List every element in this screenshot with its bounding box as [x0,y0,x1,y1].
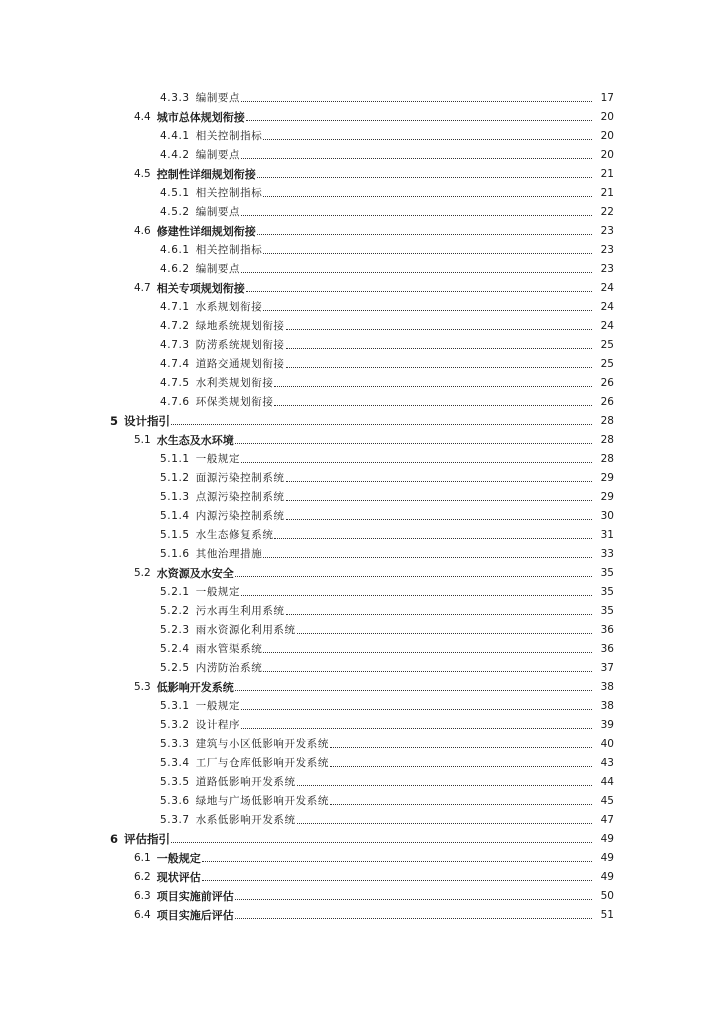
dot-leader [274,525,592,544]
toc-number: 5.1.6 [160,547,190,560]
toc-number: 4.7.3 [160,338,190,351]
toc-title: 城市总体规划衔接 [156,110,245,124]
toc-page-number: 37 [600,661,614,674]
dot-leader [241,259,592,278]
toc-entry-5-1-5[interactable] [0,525,724,544]
toc-page-number: 24 [600,319,614,332]
dot-leader [263,658,592,677]
dot-leader [286,487,592,506]
toc-title: 面源污染控制系统 [195,472,285,484]
toc-entry-5-1[interactable] [0,430,724,449]
toc-title: 相关控制指标 [195,244,263,256]
toc-entry-6-4[interactable] [0,905,724,924]
toc-entry-4-7-5[interactable] [0,373,724,392]
dot-leader [263,544,592,563]
toc-title: 水系规划衔接 [195,301,263,313]
toc-number: 4.7.5 [160,376,190,389]
toc-entry-5-2-5[interactable] [0,658,724,677]
toc-entry-4-6-1[interactable] [0,240,724,259]
toc-entry-4-5-2[interactable] [0,202,724,221]
dot-leader [202,848,592,867]
toc-number: 4.5 [134,167,151,180]
toc-title: 污水再生利用系统 [195,605,285,617]
toc-title: 防涝系统规划衔接 [195,339,285,351]
toc-page-number: 26 [600,395,614,408]
toc-title: 相关控制指标 [195,130,263,142]
toc-number: 4.7.4 [160,357,190,370]
toc-page-number: 28 [600,414,614,427]
toc-entry-4-7[interactable] [0,278,724,297]
dot-leader [297,772,592,791]
toc-title: 编制要点 [195,206,241,218]
toc-entry-4-7-6[interactable] [0,392,724,411]
toc-page-number: 20 [600,129,614,142]
dot-leader [297,810,592,829]
toc-number: 4.7.6 [160,395,190,408]
dot-leader [286,335,592,354]
dot-leader [297,620,592,639]
toc-title: 水资源及水安全 [156,566,234,580]
toc-page-number: 25 [600,338,614,351]
toc-title: 水生态修复系统 [195,529,274,541]
toc-title: 修建性详细规划衔接 [156,224,256,238]
toc-entry-5-1-2[interactable] [0,468,724,487]
toc-number: 6 [110,831,119,846]
toc-page-number: 20 [600,148,614,161]
toc-title: 建筑与小区低影响开发系统 [195,738,329,750]
toc-page-number: 51 [600,908,614,921]
toc-number: 5.1.2 [160,471,190,484]
toc-number: 5.3.1 [160,699,190,712]
toc-page-number: 35 [600,566,614,579]
dot-leader [171,411,592,430]
toc-number: 4.4.1 [160,129,190,142]
toc-number: 5.2.4 [160,642,190,655]
dot-leader [257,164,592,183]
toc-page-number: 25 [600,357,614,370]
toc-page-number: 21 [600,167,614,180]
toc-entry-5-1-3[interactable] [0,487,724,506]
toc-entry-4-7-4[interactable] [0,354,724,373]
dot-leader [241,582,592,601]
toc-number: 4.5.1 [160,186,190,199]
toc-page-number: 33 [600,547,614,560]
dot-leader [263,183,592,202]
toc-page-number: 22 [600,205,614,218]
toc-number: 5.3.2 [160,718,190,731]
dot-leader [171,829,592,848]
toc-title: 雨水管渠系统 [195,643,263,655]
toc-entry-5-2-2[interactable] [0,601,724,620]
toc-entry-4-6[interactable] [0,221,724,240]
toc-number: 5.3.3 [160,737,190,750]
toc-title: 编制要点 [195,149,241,161]
dot-leader [241,715,592,734]
toc-page-number: 28 [600,433,614,446]
toc-number: 5.2.1 [160,585,190,598]
toc-page-number: 40 [600,737,614,750]
dot-leader [286,506,592,525]
toc-entry-6-1[interactable] [0,848,724,867]
toc-entry-4-5[interactable] [0,164,724,183]
dot-leader [241,449,592,468]
toc-entry-4-4-1[interactable] [0,126,724,145]
toc-number: 4.6.2 [160,262,190,275]
toc-number: 4.4.2 [160,148,190,161]
toc-number: 5.3.6 [160,794,190,807]
toc-title: 一般规定 [195,453,241,465]
toc-page-number: 21 [600,186,614,199]
toc-title: 水生态及水环境 [156,433,234,447]
toc-number: 4.7.2 [160,319,190,332]
toc-number: 5.1.3 [160,490,190,503]
toc-entry-4-3-3[interactable] [0,88,724,107]
toc-entry-6[interactable] [0,829,724,848]
toc-title: 项目实施后评估 [156,908,234,922]
dot-leader [330,753,592,772]
toc-title: 内涝防治系统 [195,662,263,674]
toc-title: 绿地系统规划衔接 [195,320,285,332]
toc-entry-4-7-2[interactable] [0,316,724,335]
dot-leader [330,734,592,753]
toc-page-number: 23 [600,243,614,256]
toc-number: 4.6.1 [160,243,190,256]
toc-page-number: 49 [600,832,614,845]
toc-entry-5-2[interactable] [0,563,724,582]
toc-title: 工厂与仓库低影响开发系统 [195,757,329,769]
dot-leader [263,297,592,316]
toc-entry-5[interactable] [0,411,724,430]
toc-page-number: 35 [600,585,614,598]
toc-page-number: 47 [600,813,614,826]
toc-title: 评估指引 [124,831,171,846]
dot-leader [241,202,592,221]
dot-leader [286,354,592,373]
toc-page-number: 23 [600,224,614,237]
toc-entry-5-3-6[interactable] [0,791,724,810]
toc-page-number: 24 [600,281,614,294]
toc-entry-4-7-1[interactable] [0,297,724,316]
toc-number: 4.7.1 [160,300,190,313]
toc-title: 一般规定 [195,700,241,712]
toc-number: 4.7 [134,281,151,294]
toc-page-number: 24 [600,300,614,313]
toc-page-number: 30 [600,509,614,522]
dot-leader [235,677,592,696]
dot-leader [263,126,592,145]
toc-title: 编制要点 [195,92,241,104]
toc-entry-5-3-7[interactable] [0,810,724,829]
toc-entry-5-3-1[interactable] [0,696,724,715]
toc-entry-5-3[interactable] [0,677,724,696]
dot-leader [330,791,592,810]
toc-page-number: 31 [600,528,614,541]
toc-page-number: 35 [600,604,614,617]
toc-entry-5-3-4[interactable] [0,753,724,772]
table-of-contents [0,88,724,924]
toc-entry-5-3-5[interactable] [0,772,724,791]
toc-page-number: 43 [600,756,614,769]
toc-entry-6-2[interactable] [0,867,724,886]
toc-title: 内源污染控制系统 [195,510,285,522]
dot-leader [241,88,592,107]
toc-number: 5.2.2 [160,604,190,617]
toc-page-number: 39 [600,718,614,731]
dot-leader [235,563,592,582]
toc-page-number: 29 [600,490,614,503]
toc-entry-5-1-1[interactable] [0,449,724,468]
toc-page-number: 36 [600,623,614,636]
toc-title: 一般规定 [156,851,201,865]
toc-number: 5.3.4 [160,756,190,769]
toc-title: 雨水资源化利用系统 [195,624,296,636]
dot-leader [235,430,592,449]
dot-leader [246,107,592,126]
toc-entry-5-3-3[interactable] [0,734,724,753]
toc-page-number: 38 [600,680,614,693]
toc-title: 项目实施前评估 [156,889,234,903]
toc-title: 编制要点 [195,263,241,275]
toc-title: 绿地与广场低影响开发系统 [195,795,329,807]
toc-number: 5.3.7 [160,813,190,826]
toc-number: 5.1.1 [160,452,190,465]
toc-title: 水系低影响开发系统 [195,814,296,826]
toc-entry-5-2-4[interactable] [0,639,724,658]
toc-number: 5.3 [134,680,151,693]
toc-number: 5.3.5 [160,775,190,788]
dot-leader [246,278,592,297]
toc-title: 控制性详细规划衔接 [156,167,256,181]
toc-page-number: 49 [600,851,614,864]
toc-number: 4.6 [134,224,151,237]
toc-number: 6.3 [134,889,151,902]
toc-page-number: 26 [600,376,614,389]
toc-page-number: 28 [600,452,614,465]
toc-page-number: 23 [600,262,614,275]
toc-title: 点源污染控制系统 [195,491,285,503]
toc-number: 4.3.3 [160,91,190,104]
toc-entry-5-2-1[interactable] [0,582,724,601]
toc-entry-4-7-3[interactable] [0,335,724,354]
toc-page-number: 36 [600,642,614,655]
toc-entry-4-5-1[interactable] [0,183,724,202]
toc-title: 水利类规划衔接 [195,377,274,389]
toc-entry-5-2-3[interactable] [0,620,724,639]
toc-number: 6.1 [134,851,151,864]
toc-page-number: 44 [600,775,614,788]
dot-leader [274,373,592,392]
toc-page-number: 50 [600,889,614,902]
toc-page-number: 49 [600,870,614,883]
dot-leader [286,601,592,620]
toc-entry-4-6-2[interactable] [0,259,724,278]
dot-leader [274,392,592,411]
dot-leader [263,240,592,259]
toc-page-number: 45 [600,794,614,807]
dot-leader [202,867,592,886]
toc-number: 4.4 [134,110,151,123]
toc-number: 5 [110,413,119,428]
toc-number: 5.2 [134,566,151,579]
toc-title: 道路交通规划衔接 [195,358,285,370]
toc-title: 设计程序 [195,719,241,731]
dot-leader [235,905,592,924]
toc-number: 5.1.5 [160,528,190,541]
toc-title: 其他治理措施 [195,548,263,560]
dot-leader [286,468,592,487]
toc-page-number: 38 [600,699,614,712]
toc-number: 5.1.4 [160,509,190,522]
toc-entry-5-1-6[interactable] [0,544,724,563]
toc-number: 5.2.3 [160,623,190,636]
toc-entry-5-1-4[interactable] [0,506,724,525]
toc-entry-5-3-2[interactable] [0,715,724,734]
toc-title: 设计指引 [124,413,171,428]
toc-entry-4-4[interactable] [0,107,724,126]
toc-entry-4-4-2[interactable] [0,145,724,164]
dot-leader [241,696,592,715]
toc-title: 环保类规划衔接 [195,396,274,408]
toc-number: 6.4 [134,908,151,921]
toc-title: 低影响开发系统 [156,680,234,694]
toc-page-number: 29 [600,471,614,484]
toc-number: 5.1 [134,433,151,446]
toc-title: 相关专项规划衔接 [156,281,245,295]
toc-number: 5.2.5 [160,661,190,674]
toc-title: 道路低影响开发系统 [195,776,296,788]
toc-entry-6-3[interactable] [0,886,724,905]
toc-title: 一般规定 [195,586,241,598]
dot-leader [241,145,592,164]
toc-number: 6.2 [134,870,151,883]
dot-leader [257,221,592,240]
toc-title: 现状评估 [156,870,201,884]
toc-number: 4.5.2 [160,205,190,218]
toc-title: 相关控制指标 [195,187,263,199]
dot-leader [235,886,592,905]
dot-leader [263,639,592,658]
toc-page-number: 20 [600,110,614,123]
dot-leader [286,316,592,335]
toc-page-number: 17 [600,91,614,104]
